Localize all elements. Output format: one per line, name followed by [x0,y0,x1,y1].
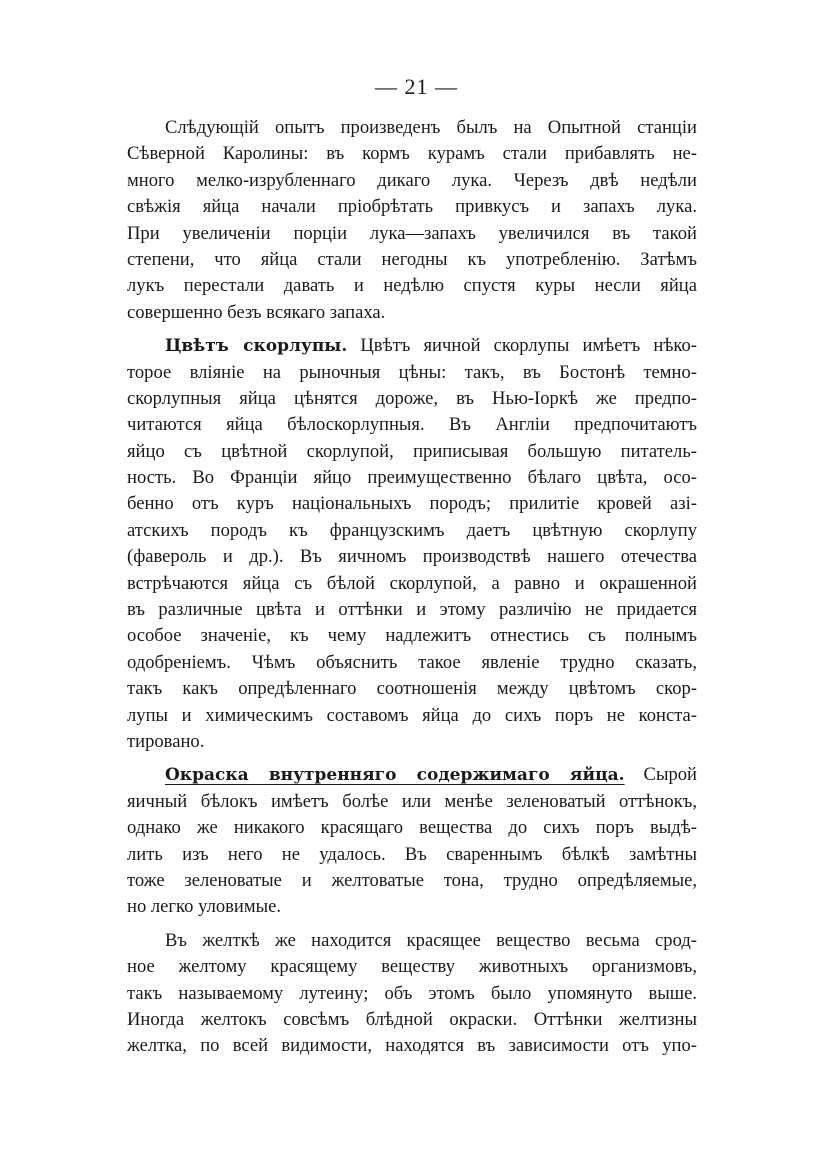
text-line: такъ называемому лутеину; объ этомъ было упомянуто выше. [127,982,697,1004]
text-line: яичный бѣлокъ имѣетъ болѣе или менѣе зеленоватый оттѣнокъ, [127,790,697,812]
text-line: Слѣдующій опытъ произведенъ былъ на Опытной станціи [165,117,697,138]
paragraph-yolk-pigment [127,928,697,1060]
text-line: лупы и химическимъ составомъ яйца до сихъ поръ не конста- [127,704,697,726]
text-line: читаются яйца бѣлоскорлупныя. Въ Англіи предпочитаютъ [127,414,697,436]
text-line: бенно отъ куръ національныхъ породъ; прилитіе кровей азі- [127,493,697,515]
paragraph-onion-experiment [127,115,697,326]
text-line [127,762,697,788]
section-heading: Окраска внутренняго содержимаго яйца. [165,765,625,786]
text-line: тоже зеленоватые и желтоватые тона, трудно опредѣляемые, [127,869,697,891]
text-line: Иногда желтокъ совсѣмъ блѣдной окраски. Оттѣнки желтизны [127,1008,697,1030]
body-text [127,115,697,1060]
text-line: такъ какъ опредѣленнаго соотношенія между цвѣтомъ скор- [127,678,697,700]
heading-line-rest: Цвѣтъ яичной скорлупы имѣетъ нѣко- [347,335,697,357]
text-line: лить изъ него не удалось. Въ свареннымъ бѣлкѣ замѣтны [127,843,697,865]
paragraph-shell-color [127,333,697,755]
text-line: одобреніемъ. Чѣмъ объяснить такое явленіе трудно сказать, [127,651,697,673]
text-line: Сѣверной Каролины: въ кормъ курамъ стали прибавлять не- [127,143,697,165]
text-line: Въ желткѣ же находится красящее вещество весьма срод- [165,929,697,951]
text-line: въ различные цвѣта и оттѣнки и этому различію не придается [127,599,697,621]
section-heading: Цвѣтъ скорлупы. [165,336,348,357]
text-line: лукъ перестали давать и недѣлю спустя куры несли яйца [127,275,697,297]
text-line: особое значеніе, къ чему надлежитъ отнестись съ полнымъ [127,625,697,647]
text-line: желтка, по всей видимости, находятся въ зависимости отъ упо- [127,1035,697,1057]
text-line: яйцо съ цвѣтной скорлупой, приписывая большую питатель- [127,440,697,462]
text-line: но легко уловимые. [127,896,282,918]
text-line: много мелко-изрубленнаго дикаго лука. Черезъ двѣ недѣли [127,169,697,191]
text-line: степени, что яйца стали негодны къ употребленію. Затѣмъ [127,248,697,270]
text-line: совершенно безъ всякаго запаха. [127,301,386,323]
text-line: (фавероль и др.). Въ яичномъ производствѣ нашего отечества [127,546,697,568]
text-line: торое вліяніе на рыночныя цѣны: такъ, въ Бостонѣ темно- [127,361,697,383]
heading-line-rest: Сырой [624,764,697,786]
text-line: ное желтому красящему веществу животныхъ организмовъ, [127,956,697,978]
paragraph-inner-content-color [127,762,697,920]
text-line: атскихъ породъ къ французскимъ даетъ цвѣтную скорлупу [127,519,697,541]
page-number: — 21 — [375,74,458,99]
text-line: ность. Во Франціи яйцо преимущественно бѣлаго цвѣта, осо- [127,467,697,489]
text-line [127,333,697,359]
text-line: свѣжія яйца начали пріобрѣтать привкусъ и запахъ лука. [127,196,697,218]
text-line: тировано. [127,730,205,752]
text-line: скорлупныя яйца цѣнятся дороже, въ Нью-Іоркѣ же предпо- [127,387,697,409]
text-line: встрѣчаются яйца съ бѣлой скорлупой, а равно и окрашенной [127,572,697,594]
text-line: При увеличеніи порціи лука—запахъ увеличился въ такой [127,222,697,244]
text-line: однако же никакого красящаго вещества до сихъ поръ выдѣ- [127,817,697,839]
